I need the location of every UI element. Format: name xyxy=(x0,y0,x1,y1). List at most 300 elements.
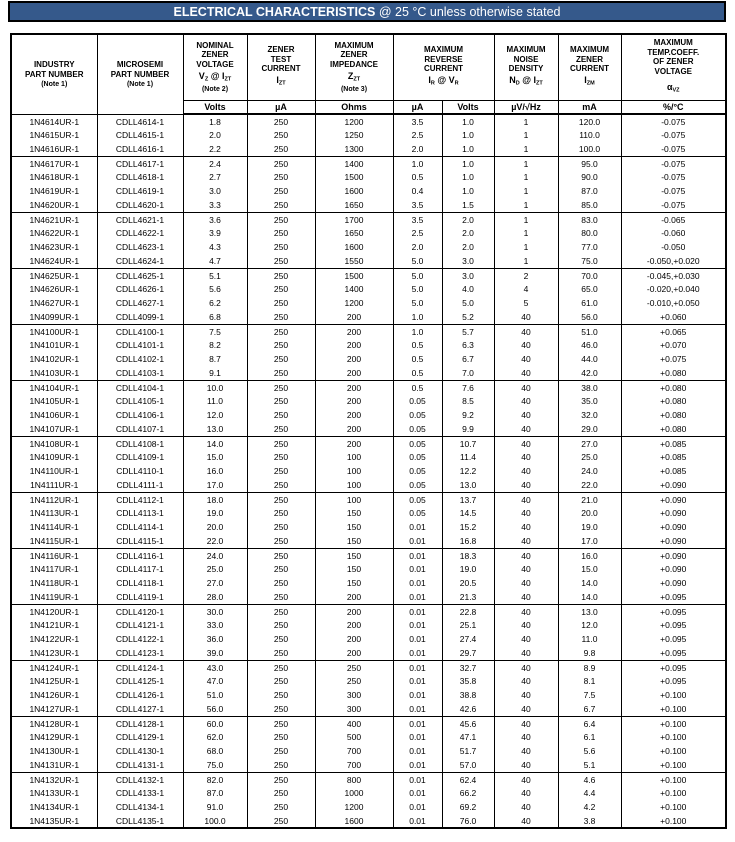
table-cell: 5.1 xyxy=(558,758,621,772)
table-cell: +0.095 xyxy=(621,590,726,604)
table-cell: 25.0 xyxy=(558,450,621,464)
table-cell: CDLL4099-1 xyxy=(97,310,183,324)
header-line: REVERSE xyxy=(424,54,463,64)
table-cell: 35.0 xyxy=(558,394,621,408)
table-cell: -0.075 xyxy=(621,198,726,212)
table-cell: 40 xyxy=(494,730,558,744)
table-cell: 56.0 xyxy=(558,310,621,324)
table-cell: 3.9 xyxy=(183,226,247,240)
table-cell: 150 xyxy=(315,576,393,590)
unit-cell-microamps: µA xyxy=(247,100,315,114)
table-cell: 400 xyxy=(315,716,393,730)
table-cell: 150 xyxy=(315,506,393,520)
table-cell: 21.0 xyxy=(558,492,621,506)
header-line: INDUSTRY xyxy=(33,60,75,70)
table-cell: 250 xyxy=(247,170,315,184)
header-line: NOISE xyxy=(513,54,539,64)
table-cell: 25.0 xyxy=(183,562,247,576)
header-line: IMPEDANCE xyxy=(329,59,378,69)
table-cell: 87.0 xyxy=(183,786,247,800)
header-line: ZENER xyxy=(575,54,604,64)
table-row xyxy=(11,618,726,632)
table-row xyxy=(11,562,726,576)
table-cell: 200 xyxy=(315,408,393,422)
table-cell: 250 xyxy=(247,520,315,534)
table-cell: 0.01 xyxy=(393,646,442,660)
table-cell: 200 xyxy=(315,604,393,618)
table-cell: 250 xyxy=(247,478,315,492)
table-cell: 9.2 xyxy=(442,408,494,422)
unit-cell-reverse-microamps: µA xyxy=(393,100,442,114)
table-cell: 5.2 xyxy=(442,310,494,324)
table-row xyxy=(11,730,726,744)
table-cell: CDLL4101-1 xyxy=(97,338,183,352)
title-text-bold: ELECTRICAL CHARACTERISTICS xyxy=(173,4,376,19)
table-cell: 76.0 xyxy=(442,814,494,828)
table-cell: 100 xyxy=(315,478,393,492)
table-row xyxy=(11,254,726,268)
table-cell: 1600 xyxy=(315,184,393,198)
table-cell: 4.4 xyxy=(558,786,621,800)
header-line: $Z_{ZT}$ xyxy=(347,70,361,83)
table-cell: CDLL4122-1 xyxy=(97,632,183,646)
table-cell: 250 xyxy=(247,730,315,744)
table-cell: 1N4614UR-1 xyxy=(11,114,97,128)
table-cell: CDLL4131-1 xyxy=(97,758,183,772)
table-cell: 40 xyxy=(494,380,558,394)
table-cell: 5.6 xyxy=(558,744,621,758)
table-cell: CDLL4127-1 xyxy=(97,702,183,716)
unit-cell-noise: µV/√Hz xyxy=(494,100,558,114)
table-cell: 250 xyxy=(315,660,393,674)
table-cell: 40 xyxy=(494,646,558,660)
table-cell: 36.0 xyxy=(183,632,247,646)
table-cell: 100.0 xyxy=(183,814,247,828)
table-cell: 1N4129UR-1 xyxy=(11,730,97,744)
table-cell: +0.080 xyxy=(621,394,726,408)
table-cell: 250 xyxy=(247,380,315,394)
table-row xyxy=(11,604,726,618)
table-cell: 20.0 xyxy=(558,506,621,520)
table-cell: 1N4622UR-1 xyxy=(11,226,97,240)
table-cell: 40 xyxy=(494,548,558,562)
table-cell: 1N4111UR-1 xyxy=(11,478,97,492)
table-cell: 0.01 xyxy=(393,576,442,590)
table-cell: CDLL4112-1 xyxy=(97,492,183,506)
table-cell: 1N4132UR-1 xyxy=(11,772,97,786)
table-cell: 40 xyxy=(494,436,558,450)
table-cell: 200 xyxy=(315,618,393,632)
header-line: MICROSEMI xyxy=(116,60,164,70)
table-cell: 6.7 xyxy=(442,352,494,366)
table-cell: 8.7 xyxy=(183,352,247,366)
table-cell: 47.0 xyxy=(183,674,247,688)
table-cell: 300 xyxy=(315,688,393,702)
table-cell: 90.0 xyxy=(558,170,621,184)
table-cell: 40 xyxy=(494,744,558,758)
table-cell: 0.05 xyxy=(393,492,442,506)
table-cell: 19.0 xyxy=(442,562,494,576)
table-cell: 1N4100UR-1 xyxy=(11,324,97,338)
table-cell: -0.075 xyxy=(621,184,726,198)
table-cell: 300 xyxy=(315,702,393,716)
table-cell: 250 xyxy=(247,324,315,338)
table-cell: CDLL4625-1 xyxy=(97,268,183,282)
table-cell: 21.3 xyxy=(442,590,494,604)
table-cell: 0.01 xyxy=(393,758,442,772)
table-cell: 38.0 xyxy=(558,380,621,394)
table-cell: +0.060 xyxy=(621,310,726,324)
table-cell: 24.0 xyxy=(183,548,247,562)
table-cell: 0.01 xyxy=(393,730,442,744)
table-cell: +0.090 xyxy=(621,478,726,492)
table-cell: 0.01 xyxy=(393,688,442,702)
table-cell: 27.0 xyxy=(558,436,621,450)
col-header-max-temp-coeff xyxy=(621,34,726,100)
table-cell: 250 xyxy=(247,590,315,604)
table-cell: 250 xyxy=(247,226,315,240)
table-cell: 0.01 xyxy=(393,674,442,688)
table-cell: 6.4 xyxy=(558,716,621,730)
table-cell: 75.0 xyxy=(558,254,621,268)
header-line: MAXIMUM xyxy=(506,45,546,55)
table-cell: 250 xyxy=(247,576,315,590)
table-cell: +0.100 xyxy=(621,814,726,828)
table-cell: 57.0 xyxy=(442,758,494,772)
table-cell: CDLL4105-1 xyxy=(97,394,183,408)
table-cell: -0.010,+0.050 xyxy=(621,296,726,310)
table-cell: CDLL4124-1 xyxy=(97,660,183,674)
table-cell: CDLL4103-1 xyxy=(97,366,183,380)
table-cell: -0.050,+0.020 xyxy=(621,254,726,268)
header-line: CURRENT xyxy=(261,64,301,74)
table-cell: 5 xyxy=(494,296,558,310)
table-row xyxy=(11,688,726,702)
table-row xyxy=(11,590,726,604)
table-cell: 0.05 xyxy=(393,478,442,492)
table-cell: +0.090 xyxy=(621,548,726,562)
table-cell: 0.01 xyxy=(393,548,442,562)
table-cell: CDLL4130-1 xyxy=(97,744,183,758)
table-cell: 33.0 xyxy=(183,618,247,632)
table-cell: 1N4619UR-1 xyxy=(11,184,97,198)
table-cell: 24.0 xyxy=(558,464,621,478)
table-cell: 1.0 xyxy=(393,310,442,324)
table-cell: +0.095 xyxy=(621,660,726,674)
table-cell: 1N4106UR-1 xyxy=(11,408,97,422)
table-cell: CDLL4624-1 xyxy=(97,254,183,268)
table-cell: 250 xyxy=(247,366,315,380)
table-cell: 150 xyxy=(315,520,393,534)
table-cell: 200 xyxy=(315,646,393,660)
table-cell: 8.1 xyxy=(558,674,621,688)
table-cell: 28.0 xyxy=(183,590,247,604)
table-cell: 69.2 xyxy=(442,800,494,814)
table-cell: 1N4133UR-1 xyxy=(11,786,97,800)
table-cell: 40 xyxy=(494,394,558,408)
table-cell: 66.2 xyxy=(442,786,494,800)
table-cell: 5.0 xyxy=(393,282,442,296)
table-cell: 12.0 xyxy=(558,618,621,632)
table-cell: 3.5 xyxy=(393,114,442,128)
table-cell: 250 xyxy=(247,296,315,310)
header-line: $I_{ZM}$ xyxy=(584,75,595,87)
table-cell: 12.2 xyxy=(442,464,494,478)
table-cell: CDLL4117-1 xyxy=(97,562,183,576)
table-cell: 250 xyxy=(247,562,315,576)
table-cell: CDLL4618-1 xyxy=(97,170,183,184)
table-cell: 95.0 xyxy=(558,156,621,170)
table-cell: CDLL4134-1 xyxy=(97,800,183,814)
header-line: $I_R$ @ $V_R$ xyxy=(428,75,459,87)
table-row xyxy=(11,744,726,758)
table-cell: 0.01 xyxy=(393,744,442,758)
table-cell: 1 xyxy=(494,254,558,268)
table-cell: 7.6 xyxy=(442,380,494,394)
table-cell: 1600 xyxy=(315,240,393,254)
table-row xyxy=(11,478,726,492)
table-cell: +0.090 xyxy=(621,520,726,534)
table-row xyxy=(11,548,726,562)
table-cell: 12.0 xyxy=(183,408,247,422)
table-cell: -0.045,+0.030 xyxy=(621,268,726,282)
table-cell: 150 xyxy=(315,548,393,562)
table-cell: +0.095 xyxy=(621,632,726,646)
table-row xyxy=(11,268,726,282)
table-cell: 250 xyxy=(247,632,315,646)
table-cell: 1.0 xyxy=(442,156,494,170)
table-cell: 200 xyxy=(315,394,393,408)
table-row xyxy=(11,226,726,240)
table-row xyxy=(11,352,726,366)
table-cell: CDLL4616-1 xyxy=(97,142,183,156)
table-row xyxy=(11,674,726,688)
table-cell: 1.0 xyxy=(393,156,442,170)
table-cell: 6.1 xyxy=(558,730,621,744)
table-cell: 250 xyxy=(247,240,315,254)
table-cell: 1N4099UR-1 xyxy=(11,310,97,324)
table-cell: +0.100 xyxy=(621,758,726,772)
table-cell: 1N4112UR-1 xyxy=(11,492,97,506)
table-cell: 15.0 xyxy=(558,562,621,576)
table-cell: 1N4110UR-1 xyxy=(11,464,97,478)
table-cell: 1N4124UR-1 xyxy=(11,660,97,674)
table-row xyxy=(11,786,726,800)
table-row xyxy=(11,450,726,464)
table-cell: +0.090 xyxy=(621,506,726,520)
table-row xyxy=(11,436,726,450)
table-cell: 1.0 xyxy=(442,128,494,142)
table-cell: 40 xyxy=(494,562,558,576)
table-row xyxy=(11,758,726,772)
table-cell: 2.0 xyxy=(442,226,494,240)
table-cell: 1000 xyxy=(315,786,393,800)
table-row xyxy=(11,338,726,352)
table-cell: 1N4128UR-1 xyxy=(11,716,97,730)
table-cell: +0.100 xyxy=(621,702,726,716)
table-cell: 800 xyxy=(315,772,393,786)
table-cell: 29.0 xyxy=(558,422,621,436)
table-cell: CDLL4106-1 xyxy=(97,408,183,422)
table-cell: 1N4118UR-1 xyxy=(11,576,97,590)
table-cell: 150 xyxy=(315,562,393,576)
unit-cell-volts: Volts xyxy=(183,100,247,114)
table-cell: 150 xyxy=(315,534,393,548)
table-cell: 1500 xyxy=(315,268,393,282)
table-cell: 1200 xyxy=(315,296,393,310)
table-cell: 1400 xyxy=(315,282,393,296)
table-cell: 250 xyxy=(247,436,315,450)
table-cell: 250 xyxy=(247,254,315,268)
table-row xyxy=(11,702,726,716)
table-cell: CDLL4615-1 xyxy=(97,128,183,142)
table-cell: 40 xyxy=(494,814,558,828)
table-cell: 1N4131UR-1 xyxy=(11,758,97,772)
table-cell: +0.080 xyxy=(621,366,726,380)
table-row xyxy=(11,142,726,156)
table-cell: +0.100 xyxy=(621,786,726,800)
table-cell: 1200 xyxy=(315,114,393,128)
table-cell: 22.0 xyxy=(558,478,621,492)
header-line: $\alpha_{VZ}$ xyxy=(666,82,680,94)
table-cell: 0.05 xyxy=(393,450,442,464)
table-cell: CDLL4118-1 xyxy=(97,576,183,590)
table-row xyxy=(11,716,726,730)
table-row xyxy=(11,310,726,324)
table-row xyxy=(11,170,726,184)
col-header-nominal-zener-voltage xyxy=(183,34,247,100)
table-cell: 1N4102UR-1 xyxy=(11,352,97,366)
table-cell: 200 xyxy=(315,338,393,352)
col-header-microsemi-part-number xyxy=(97,34,183,114)
table-cell: 0.01 xyxy=(393,702,442,716)
table-cell: 38.8 xyxy=(442,688,494,702)
table-cell: 1N4109UR-1 xyxy=(11,450,97,464)
table-cell: 0.5 xyxy=(393,366,442,380)
title-bar xyxy=(8,1,726,22)
table-cell: 1N4126UR-1 xyxy=(11,688,97,702)
table-cell: 5.6 xyxy=(183,282,247,296)
table-cell: CDLL4627-1 xyxy=(97,296,183,310)
table-cell: CDLL4102-1 xyxy=(97,352,183,366)
table-cell: 1N4108UR-1 xyxy=(11,436,97,450)
table-cell: +0.085 xyxy=(621,464,726,478)
table-cell: 0.01 xyxy=(393,800,442,814)
table-cell: 250 xyxy=(247,198,315,212)
table-cell: 1300 xyxy=(315,142,393,156)
table-cell: CDLL4132-1 xyxy=(97,772,183,786)
table-cell: 17.0 xyxy=(183,478,247,492)
table-cell: 100 xyxy=(315,464,393,478)
header-line: PART NUMBER xyxy=(24,69,84,79)
table-cell: 0.5 xyxy=(393,170,442,184)
table-cell: 40 xyxy=(494,702,558,716)
table-cell: -0.060 xyxy=(621,226,726,240)
table-row xyxy=(11,128,726,142)
table-cell: -0.075 xyxy=(621,170,726,184)
table-cell: 10.0 xyxy=(183,380,247,394)
table-cell: +0.095 xyxy=(621,604,726,618)
title-text-rest: @ 25 °C unless otherwise stated xyxy=(375,4,561,19)
table-cell: 0.01 xyxy=(393,814,442,828)
table-cell: 14.0 xyxy=(183,436,247,450)
table-cell: 1N4625UR-1 xyxy=(11,268,97,282)
table-cell: 40 xyxy=(494,464,558,478)
table-cell: 250 xyxy=(247,128,315,142)
header-line: ZENER xyxy=(201,50,229,60)
table-cell: 250 xyxy=(247,450,315,464)
table-cell: 10.7 xyxy=(442,436,494,450)
table-cell: 5.7 xyxy=(442,324,494,338)
unit-cell-temp-coeff: %/°C xyxy=(621,100,726,114)
table-cell: 200 xyxy=(315,366,393,380)
header-line: PART NUMBER xyxy=(110,69,170,79)
table-cell: +0.070 xyxy=(621,338,726,352)
table-cell: CDLL4116-1 xyxy=(97,548,183,562)
table-cell: 250 xyxy=(247,156,315,170)
table-cell: 250 xyxy=(247,744,315,758)
table-cell: 40 xyxy=(494,324,558,338)
table-cell: 1 xyxy=(494,184,558,198)
table-cell: 32.0 xyxy=(558,408,621,422)
table-cell: +0.100 xyxy=(621,730,726,744)
table-cell: 45.6 xyxy=(442,716,494,730)
table-cell: 7.5 xyxy=(183,324,247,338)
header-line: (Note 2) xyxy=(201,86,229,94)
table-cell: 100.0 xyxy=(558,142,621,156)
table-cell: 3.6 xyxy=(183,212,247,226)
table-cell: 40 xyxy=(494,492,558,506)
table-cell: 51.0 xyxy=(183,688,247,702)
table-cell: 0.05 xyxy=(393,436,442,450)
table-cell: 250 xyxy=(247,702,315,716)
table-cell: 250 xyxy=(247,800,315,814)
table-cell: CDLL4621-1 xyxy=(97,212,183,226)
table-cell: +0.100 xyxy=(621,716,726,730)
table-cell: CDLL4617-1 xyxy=(97,156,183,170)
table-cell: 40 xyxy=(494,772,558,786)
table-cell: -0.020,+0.040 xyxy=(621,282,726,296)
table-cell: 1N4122UR-1 xyxy=(11,632,97,646)
table-cell: 250 xyxy=(247,422,315,436)
table-body xyxy=(11,114,726,828)
table-cell: CDLL4133-1 xyxy=(97,786,183,800)
table-cell: 1N4618UR-1 xyxy=(11,170,97,184)
table-cell: 1 xyxy=(494,198,558,212)
table-cell: 75.0 xyxy=(183,758,247,772)
col-header-max-zener-impedance xyxy=(315,34,393,100)
header-line: NOMINAL xyxy=(196,40,234,50)
table-cell: 40 xyxy=(494,590,558,604)
table-cell: +0.080 xyxy=(621,422,726,436)
table-cell: 5.0 xyxy=(393,296,442,310)
table-cell: 1N4107UR-1 xyxy=(11,422,97,436)
table-cell: CDLL4110-1 xyxy=(97,464,183,478)
table-cell: 3.5 xyxy=(393,212,442,226)
table-cell: 2.7 xyxy=(183,170,247,184)
table-cell: 47.1 xyxy=(442,730,494,744)
table-cell: +0.090 xyxy=(621,562,726,576)
table-cell: 40 xyxy=(494,786,558,800)
table-cell: 250 xyxy=(247,772,315,786)
table-cell: 91.0 xyxy=(183,800,247,814)
table-cell: 200 xyxy=(315,310,393,324)
table-row xyxy=(11,184,726,198)
header-line: TEMP.COEFF. xyxy=(647,47,700,57)
table-cell: 1N4616UR-1 xyxy=(11,142,97,156)
table-cell: 40 xyxy=(494,674,558,688)
table-cell: 19.0 xyxy=(183,506,247,520)
